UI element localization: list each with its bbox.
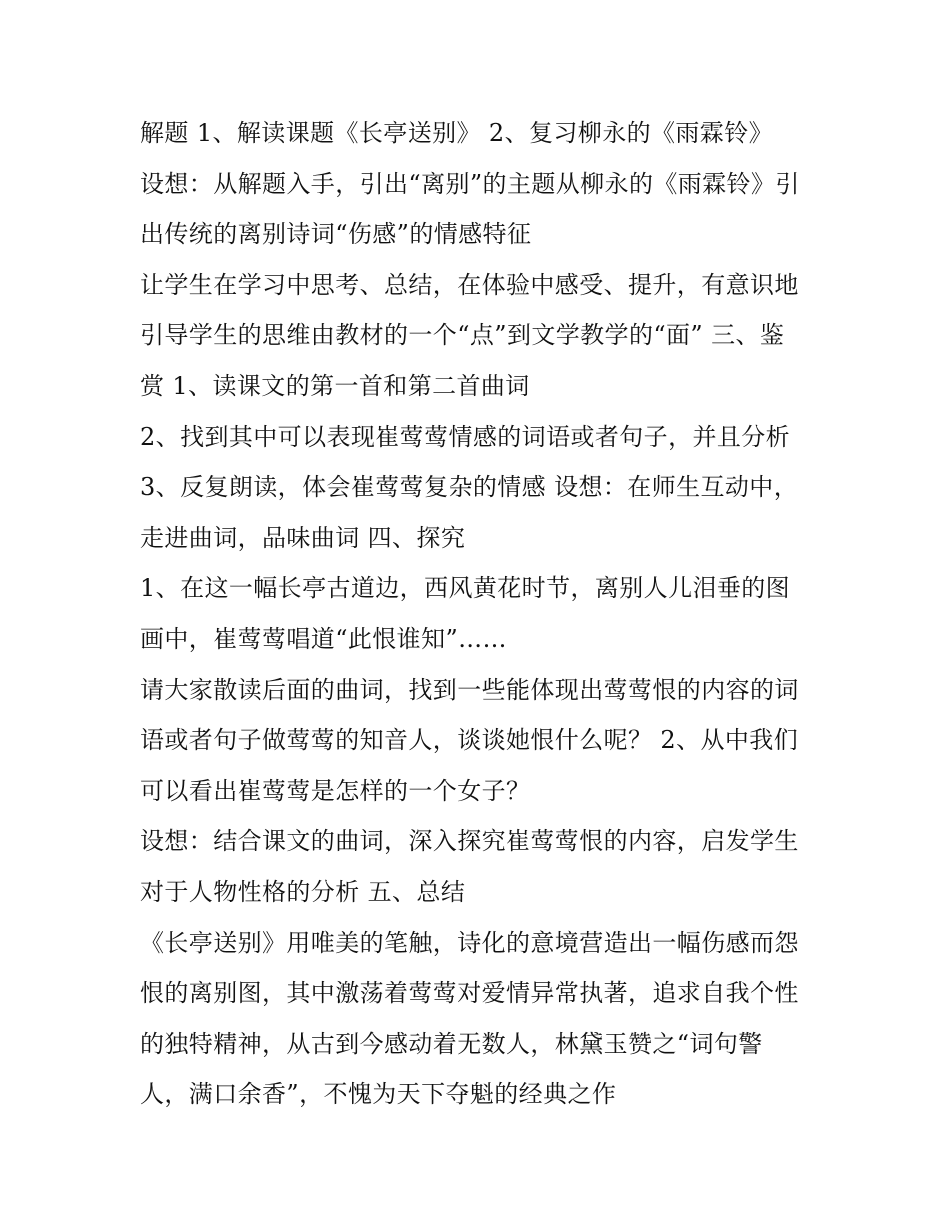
- text-line: 语或者句子做莺莺的知音人，谈谈她恨什么呢？ 2、从中我们: [140, 726, 799, 755]
- text-line: 赏 1、读课文的第一首和第二首曲词: [140, 371, 530, 400]
- text-line: 恨的离别图，其中激荡着莺莺对爱情异常执著，追求自我个性: [140, 979, 799, 1008]
- text-line: 引导学生的思维由教材的一个“点”到文学教学的“面” 三、鉴: [140, 321, 785, 350]
- text-line: 出传统的离别诗词“伤感”的情感特征: [140, 220, 532, 249]
- text-line: 对于人物性格的分析 五、总结: [140, 877, 466, 906]
- text-line: 设想：结合课文的曲词，深入探究崔莺莺恨的内容，启发学生: [140, 827, 799, 856]
- text-line: 的独特精神，从古到今感动着无数人，林黛玉赞之“词句警: [140, 1029, 763, 1058]
- text-line: 《长亭送别》用唯美的笔触，诗化的意境营造出一幅伤感而怨: [140, 928, 799, 957]
- text-line: 人，满口余香”，不愧为天下夺魁的经典之作: [140, 1080, 617, 1109]
- document-body: [140, 108, 830, 1120]
- text-line: 请大家散读后面的曲词，找到一些能体现出莺莺恨的内容的词: [140, 675, 799, 704]
- text-line: 让学生在学习中思考、总结，在体验中感受、提升，有意识地: [140, 270, 799, 299]
- text-line: 解题 1、解读课题《长亭送别》 2、复习柳永的《雨霖铃》: [140, 119, 773, 147]
- text-line: 3、反复朗读，体会崔莺莺复杂的情感 设想：在师生互动中，: [140, 473, 799, 502]
- text-line: 1、在这一幅长亭古道边，西风黄花时节，离别人儿泪垂的图: [140, 574, 791, 603]
- text-line: 走进曲词，品味曲词 四、探究: [140, 523, 466, 552]
- text-line: 2、找到其中可以表现崔莺莺情感的词语或者句子，并且分析: [140, 422, 791, 451]
- text-line: 设想：从解题入手，引出“离别”的主题从柳永的《雨霖铃》引: [140, 169, 800, 198]
- text-line: 画中，崔莺莺唱道“此恨谁知”……: [140, 624, 507, 653]
- text-line: 可以看出崔莺莺是怎样的一个女子？: [140, 776, 531, 805]
